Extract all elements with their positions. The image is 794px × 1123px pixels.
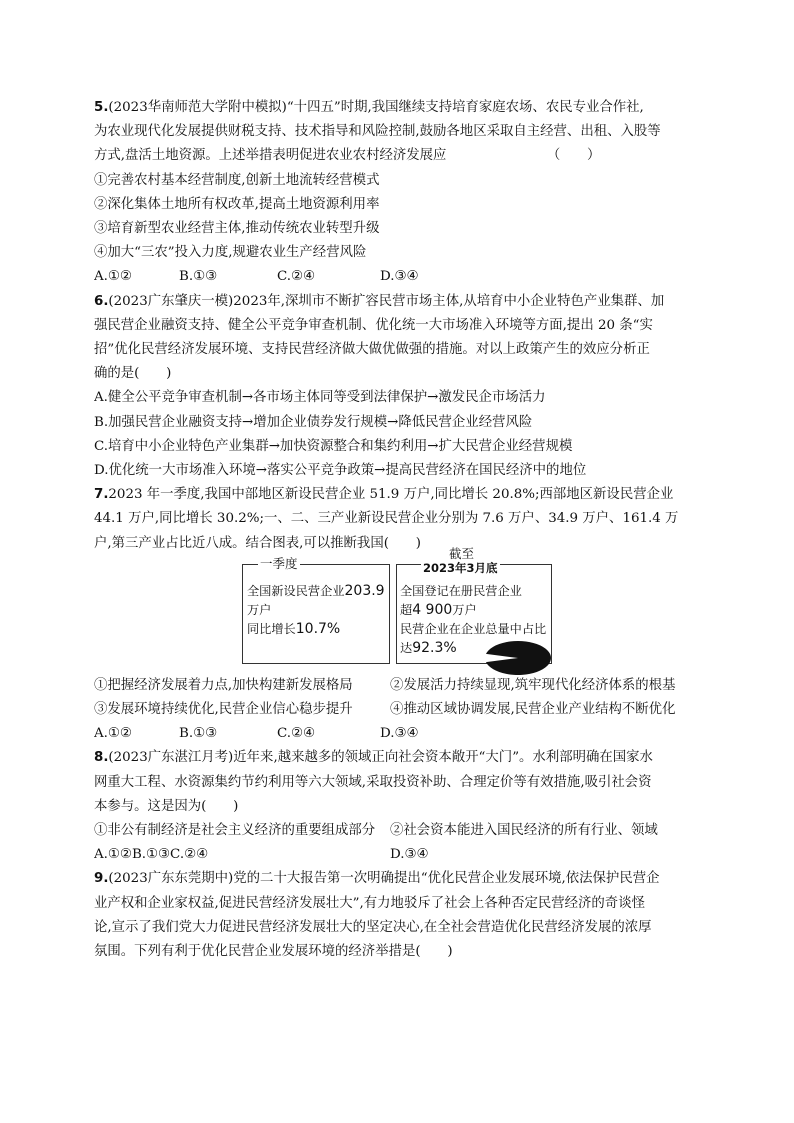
statement-item: ①完善农村基本经营制度,创新土地流转经营模式 — [94, 172, 380, 188]
choice-d[interactable]: D.优化统一大市场准入环境→落实公平竞争政策→提高民营经济在国民经济中的地位 — [94, 463, 587, 479]
option-c[interactable]: C.②④ — [277, 269, 316, 285]
question-9-stem-line-1: 9.(2023广东东莞期中)党的二十大报告第一次明确提出“优化民营企业发展环境,依法保护民营企 — [94, 871, 660, 887]
answer-options — [94, 722, 700, 746]
question-7 — [94, 483, 700, 746]
option-c[interactable]: C.②④ — [170, 847, 209, 863]
exam-page — [94, 96, 700, 964]
question-8-stem-line-3: 本参与。这是因为( ) — [94, 798, 239, 814]
question-7-stem-line-1: 7.2023 年一季度,我国中部地区新设民营企业 51.9 万户,同比增长 20.8%;西部地区新设民营企业 — [94, 487, 674, 503]
question-9 — [94, 867, 700, 964]
statement-row — [94, 674, 700, 698]
question-number: 7. — [94, 487, 109, 503]
question-5-stem-line-2: 为农业现代化发展提供财税支持、技术指导和风险控制,鼓励各地区采取自主经营、出租、入股等 — [94, 124, 661, 140]
option-a[interactable]: A.①② — [94, 847, 132, 863]
box1-title: 一季度 — [260, 555, 298, 571]
question-9-stem-line-3: 论,宣示了我们党大力促进民营经济发展壮大的坚定决心,在全社会营造优化民营经济发展的浓厚 — [94, 919, 652, 935]
answer-options — [94, 265, 700, 289]
box2-value: 4 900 — [412, 601, 453, 618]
question-8 — [94, 746, 700, 867]
question-7-stem-line-3: 户,第三产业占比近八成。结合图表,可以推断我国( ) — [94, 535, 421, 551]
statement-item: ①把握经济发展着力点,加快构建新发展格局 — [94, 677, 353, 693]
option-c[interactable]: C.②④ — [277, 726, 316, 742]
statement-item: ④加大“三农”投入力度,规避农业生产经营风险 — [94, 245, 367, 261]
question-9-stem-line-4: 氛围。下列有利于优化民营企业发展环境的经济举措是( ) — [94, 944, 453, 960]
pie-slice-private — [486, 641, 551, 675]
option-a[interactable]: A.①② — [94, 726, 132, 742]
question-number: 5. — [94, 100, 109, 115]
box2-title-top: 截至 — [449, 545, 475, 561]
statement-item: ①非公有制经济是社会主义经济的重要组成部分 — [94, 823, 376, 839]
option-b[interactable]: B.①③ — [131, 847, 171, 863]
statement-item: ④推动区域协调发展,民营企业产业结构不断优化 — [390, 702, 676, 718]
question-number: 6. — [94, 293, 109, 309]
question-6-stem-line-4: 确的是( ) — [94, 366, 172, 382]
question-6-stem-line-3: 招”优化民营经济发展环境、支持民营经济做大做优做强的措施。对以上政策产生的效应分析正 — [94, 342, 650, 358]
question-6-stem-line-1: 6.(2023广东肇庆一模)2023年,深圳市不断扩容民营市场主体,从培育中小企业特色产业集群、加 — [94, 293, 665, 309]
box2-text: 全国登记在册民营企业 超4 900万户 民营企业在企业总量中占比 达92.3% — [400, 583, 547, 656]
statement-item: ②深化集体土地所有权改革,提高土地资源利用率 — [94, 196, 380, 212]
option-b[interactable]: B.①③ — [179, 726, 218, 742]
box2-share: 92.3% — [412, 639, 457, 656]
box1-value: 203.9 — [344, 582, 385, 599]
statement-row — [94, 843, 700, 867]
question-8-stem-line-2: 网重大工程、水资源集约节约利用等六大领域,采取投资补助、合理定价等有效措施,吸引社会资 — [94, 774, 652, 790]
question-6 — [94, 290, 700, 484]
statement-item: ②社会资本能进入国民经济的所有行业、领域 — [390, 823, 658, 839]
share-pie-icon — [484, 640, 552, 676]
question-5 — [94, 96, 700, 290]
question-8-stem-line-1: 8.(2023广东湛江月考)近年来,越来越多的领域正向社会资本敞开“大门”。水利部明确在国家水 — [94, 750, 653, 766]
question-number: 9. — [94, 871, 109, 887]
option-b[interactable]: B.①③ — [179, 269, 218, 285]
question-number: 8. — [94, 750, 109, 766]
statement-item: ③培育新型农业经营主体,推动传统农业转型升级 — [94, 221, 380, 237]
choice-c[interactable]: C.培育中小企业特色产业集群→加快资源整合和集约利用→扩大民营企业经营规模 — [94, 438, 573, 454]
box1-text: 全国新设民营企业203.9 万户 同比增长10.7% — [247, 582, 385, 637]
statement-row — [94, 819, 700, 843]
option-d[interactable]: D.③④ — [390, 847, 429, 863]
box1-growth: 10.7% — [295, 620, 341, 637]
box2-title-date: 2023年3月底 — [423, 560, 498, 575]
question-5-stem-line-3: 方式,盘活土地资源。上述举措表明促进农业农村经济发展应 （ ） — [94, 148, 601, 164]
question-6-stem-line-2: 强民营企业融资支持、健全公平竞争审查机制、优化统一大市场准入环境等方面,提出 20 条“实 — [94, 317, 653, 333]
option-d[interactable]: D.③④ — [380, 269, 419, 285]
question-5-stem-line-1: 5.(2023华南师范大学附中模拟)“十四五”时期,我国继续支持培育家庭农场、农民专业合作社, — [94, 100, 644, 115]
infographic — [94, 545, 700, 674]
option-a[interactable]: A.①② — [94, 269, 132, 285]
option-d[interactable]: D.③④ — [380, 726, 419, 742]
question-9-stem-line-2: 业产权和企业家权益,促进民营经济发展壮大”,有力地驳斥了社会上各种否定民营经济的奇谈怪 — [94, 895, 645, 911]
statement-item: ②发展活力持续显现,筑牢现代化经济体系的根基 — [390, 677, 676, 693]
choice-a[interactable]: A.健全公平竞争审查机制→各市场主体同等受到法律保护→激发民企市场活力 — [94, 390, 546, 406]
statement-item: ③发展环境持续优化,民营企业信心稳步提升 — [94, 702, 353, 718]
choice-b[interactable]: B.加强民营企业融资支持→增加企业债券发行规模→降低民营企业经营风险 — [94, 414, 533, 430]
statement-row — [94, 698, 700, 722]
question-7-stem-line-2: 44.1 万户,同比增长 30.2%;一、二、三产业新设民营企业分别为 7.6 万户、34.9 万户、161.4 万 — [94, 511, 679, 527]
